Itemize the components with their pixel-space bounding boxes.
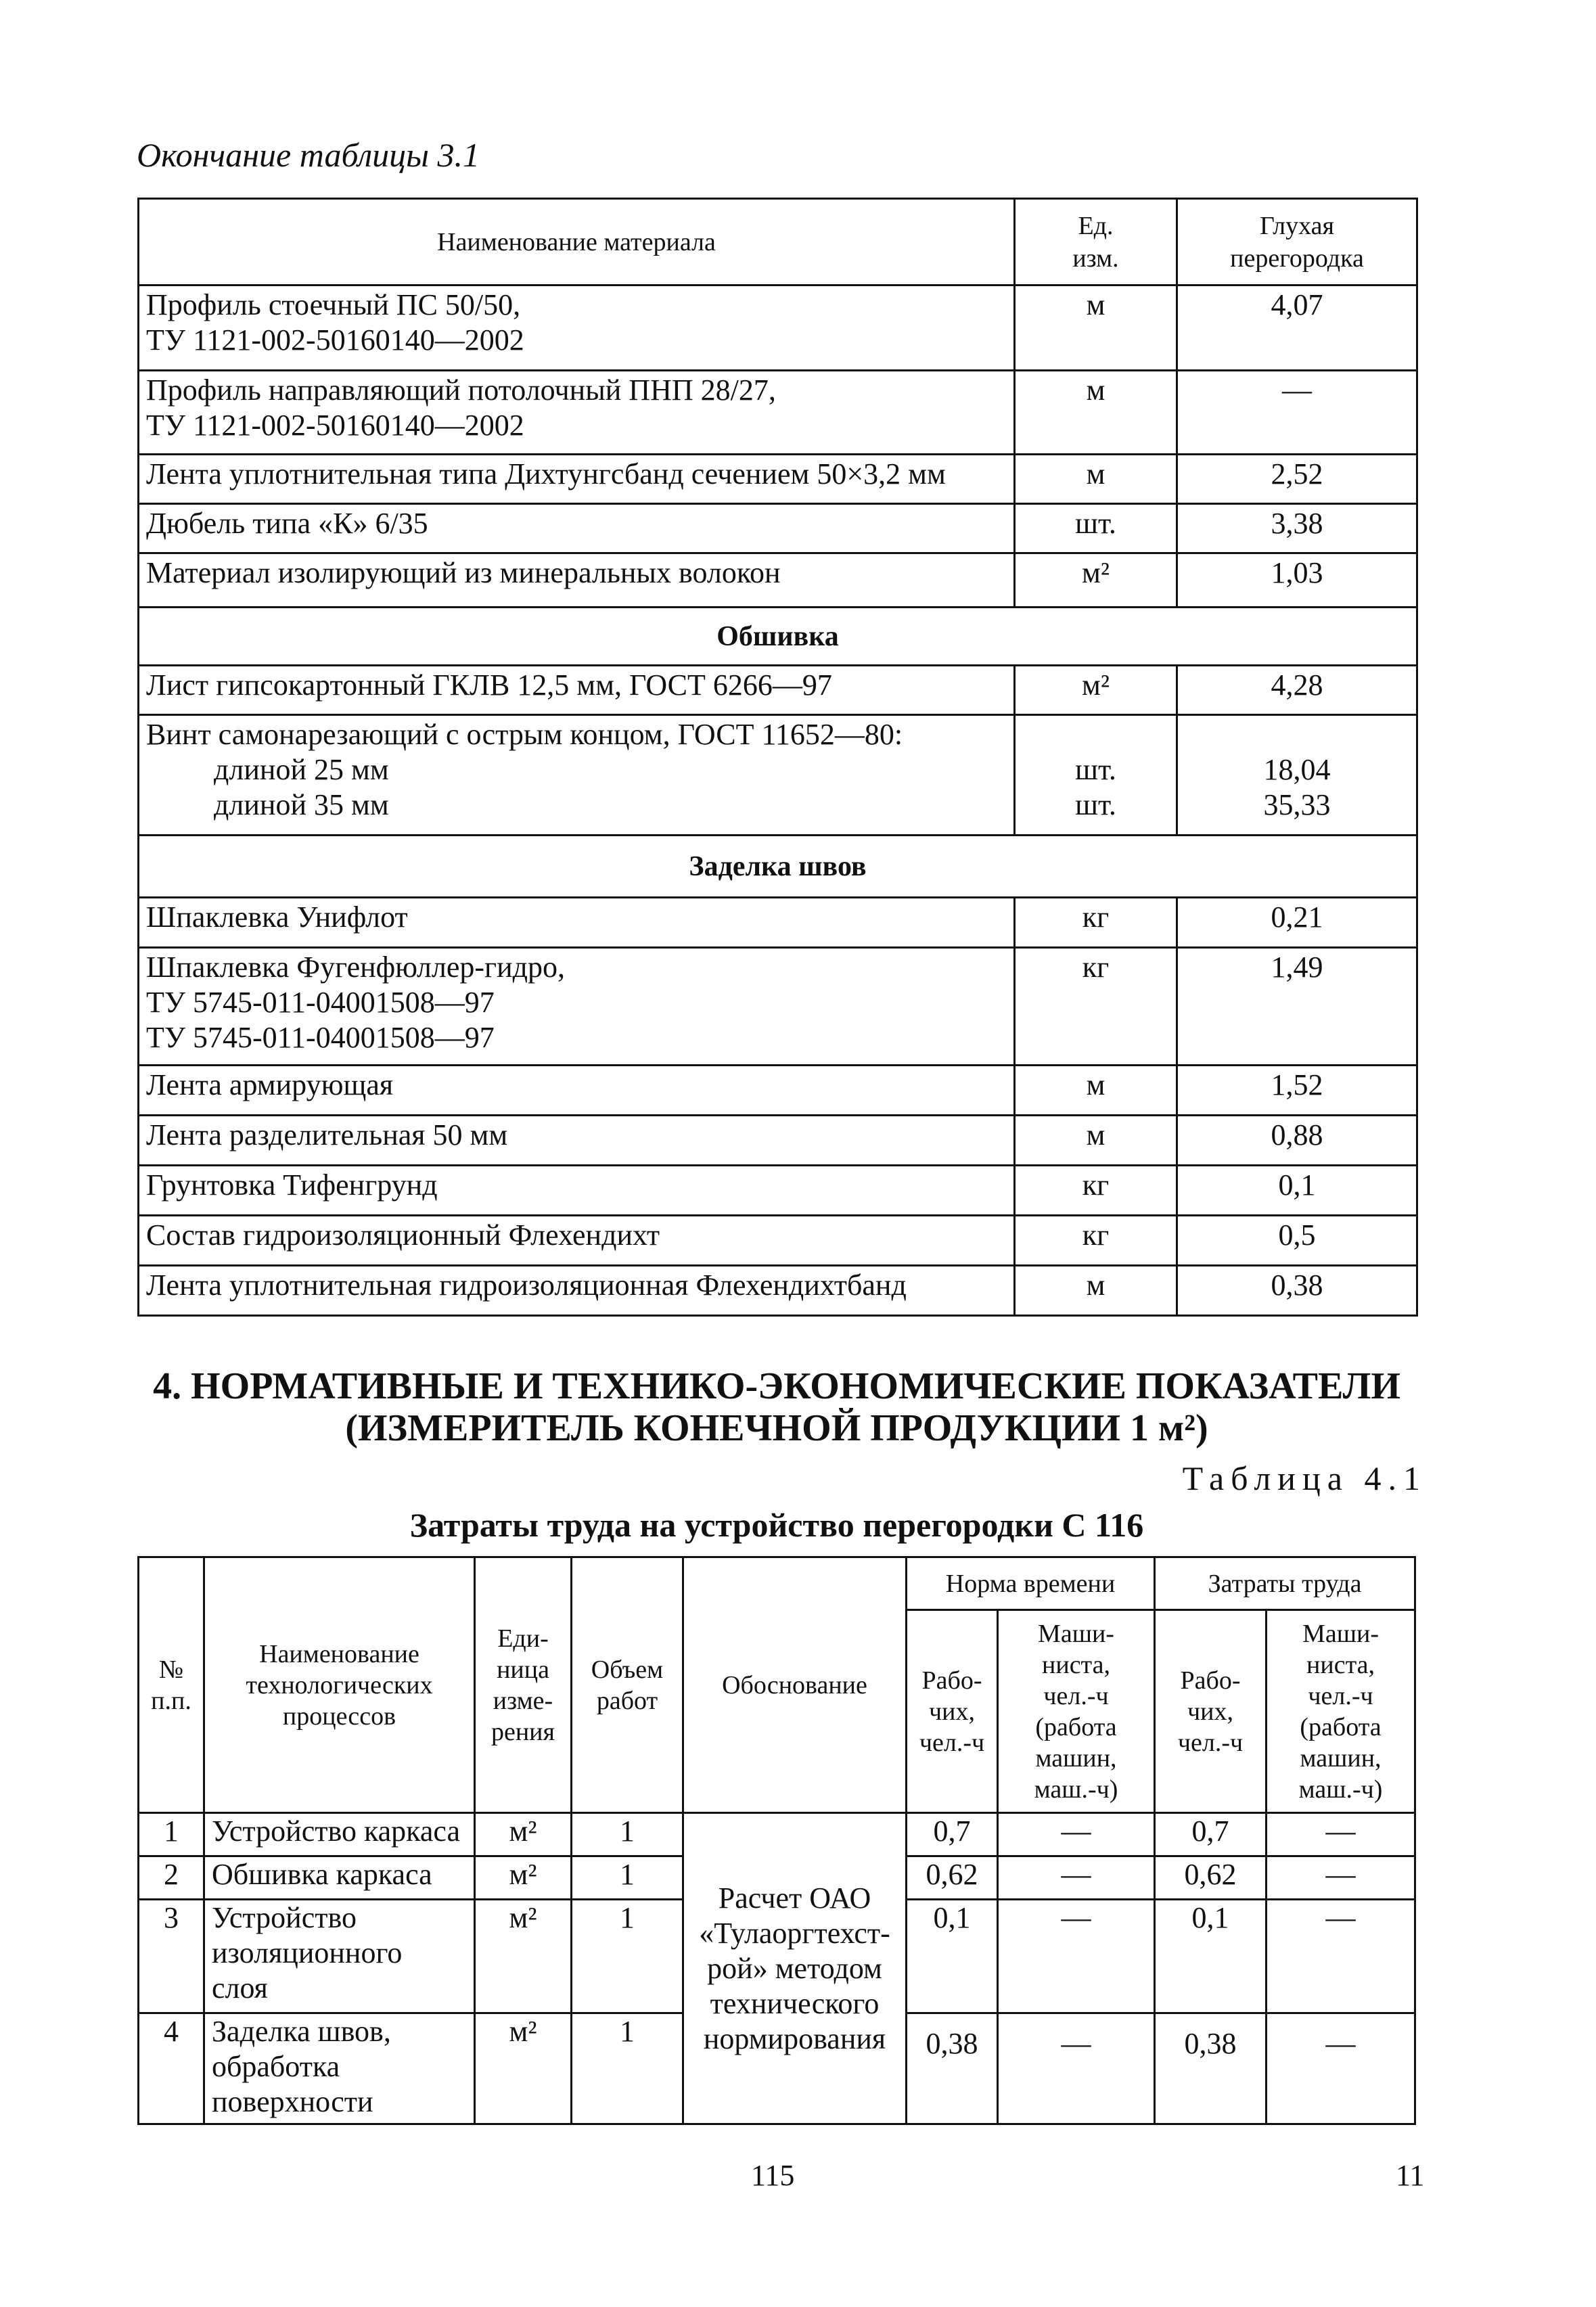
basis: Расчет ОАО «Тулаоргтехст- рой» методом технического нормирования [683, 1813, 907, 2124]
material-unit: шт. [1015, 504, 1177, 553]
material-unit: кг [1015, 1166, 1177, 1216]
table-caption: Затраты труда на устройство перегородки С 116 [409, 1506, 1144, 1544]
cost-workers: 0,62 [1155, 1856, 1267, 1900]
material-value: 1,03 [1177, 553, 1417, 608]
material-name: Лента разделительная 50 мм [139, 1116, 1015, 1166]
material-unit: м [1015, 455, 1177, 504]
cost-workers: 0,1 [1155, 1900, 1267, 2013]
cost-machinists: — [1267, 1856, 1415, 1900]
material-value: 4,07 [1177, 285, 1417, 371]
material-name: Профиль направляющий потолочный ПНП 28/27, ТУ 1121-002-50160140—2002 [139, 371, 1015, 455]
section-row-sheathing [139, 608, 1417, 666]
table-header-row [139, 1557, 1415, 1610]
volume: 1 [572, 1856, 683, 1900]
material-unit: м² [1015, 666, 1177, 715]
materials-table [137, 198, 1418, 1317]
section4-title-line1: 4. НОРМАТИВНЫЕ И ТЕХНИКО-ЭКОНОМИЧЕСКИЕ ПОКАЗАТЕЛИ [153, 1365, 1400, 1407]
material-value: — [1177, 371, 1417, 455]
material-name: Лента уплотнительная типа Дихтунгсбанд сечением 50×3,2 мм [139, 455, 1015, 504]
material-name: Дюбель типа «К» 6/35 [139, 504, 1015, 553]
material-unit: м [1015, 371, 1177, 455]
section-title: Заделка швов [139, 836, 1417, 898]
row-number: 3 [139, 1900, 204, 2013]
norm-machinists: — [998, 2013, 1155, 2124]
unit: м² [475, 1856, 572, 1900]
material-value: 0,88 [1177, 1116, 1417, 1166]
table-row [139, 1066, 1417, 1116]
header-norm-workers: Рабо- чих, чел.-ч [907, 1610, 998, 1813]
material-name: Грунтовка Тифенгрунд [139, 1166, 1015, 1216]
material-name: Шпаклевка Фугенфюллер-гидро, ТУ 5745-011-04001508—97 ТУ 5745-011-04001508—97 [139, 948, 1015, 1066]
material-unit: м [1015, 1066, 1177, 1116]
table-row [139, 504, 1417, 553]
header-cost-machinists: Маши- ниста, чел.-ч (работа машин, маш.-ч) [1267, 1610, 1415, 1813]
cost-machinists: — [1267, 1900, 1415, 2013]
section4-title-line2: (ИЗМЕРИТЕЛЬ КОНЕЧНОЙ ПРОДУКЦИИ 1 м²) [345, 1407, 1208, 1449]
norm-machinists: — [998, 1813, 1155, 1856]
section-row-seams [139, 836, 1417, 898]
header-unit: Еди- ница изме- рения [475, 1557, 572, 1813]
unit: м² [475, 1813, 572, 1856]
material-unit: м [1015, 1266, 1177, 1316]
header-material-name: Наименование материала [139, 199, 1015, 285]
norm-machinists: — [998, 1900, 1155, 2013]
material-unit: кг [1015, 898, 1177, 948]
process-name: Заделка швов, обработка поверхности [204, 2013, 475, 2124]
material-value: 0,1 [1177, 1166, 1417, 1216]
material-name: Винт самонарезающий с острым концом, ГОСТ 11652—80: длиной 25 мм длиной 35 мм [139, 715, 1015, 836]
continuation-title: Окончание таблицы 3.1 [137, 136, 480, 174]
material-unit: м² [1015, 553, 1177, 608]
table-row [139, 285, 1417, 371]
table-row [139, 371, 1417, 455]
material-name: Лист гипсокартонный ГКЛВ 12,5 мм, ГОСТ 6266—97 [139, 666, 1015, 715]
header-basis: Обоснование [683, 1557, 907, 1813]
process-name: Обшивка каркаса [204, 1856, 475, 1900]
header-number: № п.п. [139, 1557, 204, 1813]
section-title: Обшивка [139, 608, 1417, 666]
unit: м² [475, 1900, 572, 2013]
table-row [139, 898, 1417, 948]
table-row [139, 455, 1417, 504]
table-row [139, 1266, 1417, 1316]
row-number: 2 [139, 1856, 204, 1900]
page-number-center: 115 [751, 2159, 795, 2192]
table-row [139, 948, 1417, 1066]
material-value: 1,49 [1177, 948, 1417, 1066]
cost-workers: 0,7 [1155, 1813, 1267, 1856]
volume: 1 [572, 1813, 683, 1856]
material-name: Профиль стоечный ПС 50/50, ТУ 1121-002-50160140—2002 [139, 285, 1015, 371]
material-value: 0,38 [1177, 1266, 1417, 1316]
header-cost-workers: Рабо- чих, чел.-ч [1155, 1610, 1267, 1813]
table-row [139, 1166, 1417, 1216]
table-row [139, 1116, 1417, 1166]
cost-machinists: — [1267, 2013, 1415, 2124]
process-name: Устройство каркаса [204, 1813, 475, 1856]
row-number: 4 [139, 2013, 204, 2124]
header-unit: Ед. изм. [1015, 199, 1177, 285]
header-norm-machinists: Маши- ниста, чел.-ч (работа машин, маш.-ч) [998, 1610, 1155, 1813]
norm-workers: 0,62 [907, 1856, 998, 1900]
material-value: 0,21 [1177, 898, 1417, 948]
table-row [139, 666, 1417, 715]
material-value: 0,5 [1177, 1216, 1417, 1266]
cost-workers: 0,38 [1155, 2013, 1267, 2124]
material-name: Шпаклевка Унифлот [139, 898, 1015, 948]
material-unit: кг [1015, 1216, 1177, 1266]
row-number: 1 [139, 1813, 204, 1856]
material-value: 3,38 [1177, 504, 1417, 553]
material-name: Состав гидроизоляционный Флехендихт [139, 1216, 1015, 1266]
norm-machinists: — [998, 1856, 1155, 1900]
table-row [139, 553, 1417, 608]
table-row [139, 1813, 1415, 1856]
header-time-norm: Норма времени [907, 1557, 1155, 1610]
volume: 1 [572, 1900, 683, 2013]
material-value: 4,28 [1177, 666, 1417, 715]
material-unit: м [1015, 285, 1177, 371]
material-unit: м [1015, 1116, 1177, 1166]
cost-machinists: — [1267, 1813, 1415, 1856]
header-process-name: Наименование технологических процессов [204, 1557, 475, 1813]
material-value: 1,52 [1177, 1066, 1417, 1116]
labor-cost-table [137, 1556, 1416, 2125]
material-unit: шт. шт. [1015, 715, 1177, 836]
unit: м² [475, 2013, 572, 2124]
material-unit: кг [1015, 948, 1177, 1066]
table-header-row [139, 199, 1417, 285]
table-row [139, 715, 1417, 836]
header-volume: Объем работ [572, 1557, 683, 1813]
material-name: Лента уплотнительная гидроизоляционная Флехендихтбанд [139, 1266, 1015, 1316]
process-name: Устройство изоляционного слоя [204, 1900, 475, 2013]
material-value: 2,52 [1177, 455, 1417, 504]
table-row [139, 1216, 1417, 1266]
material-name: Материал изолирующий из минеральных волокон [139, 553, 1015, 608]
volume: 1 [572, 2013, 683, 2124]
norm-workers: 0,1 [907, 1900, 998, 2013]
page-number-right: 11 [1396, 2159, 1425, 2192]
material-value: 18,04 35,33 [1177, 715, 1417, 836]
header-labor-cost: Затраты труда [1155, 1557, 1415, 1610]
material-name: Лента армирующая [139, 1066, 1015, 1116]
table-label: Таблица 4.1 [1182, 1459, 1427, 1497]
header-blind-partition: Глухая перегородка [1177, 199, 1417, 285]
norm-workers: 0,7 [907, 1813, 998, 1856]
norm-workers: 0,38 [907, 2013, 998, 2124]
